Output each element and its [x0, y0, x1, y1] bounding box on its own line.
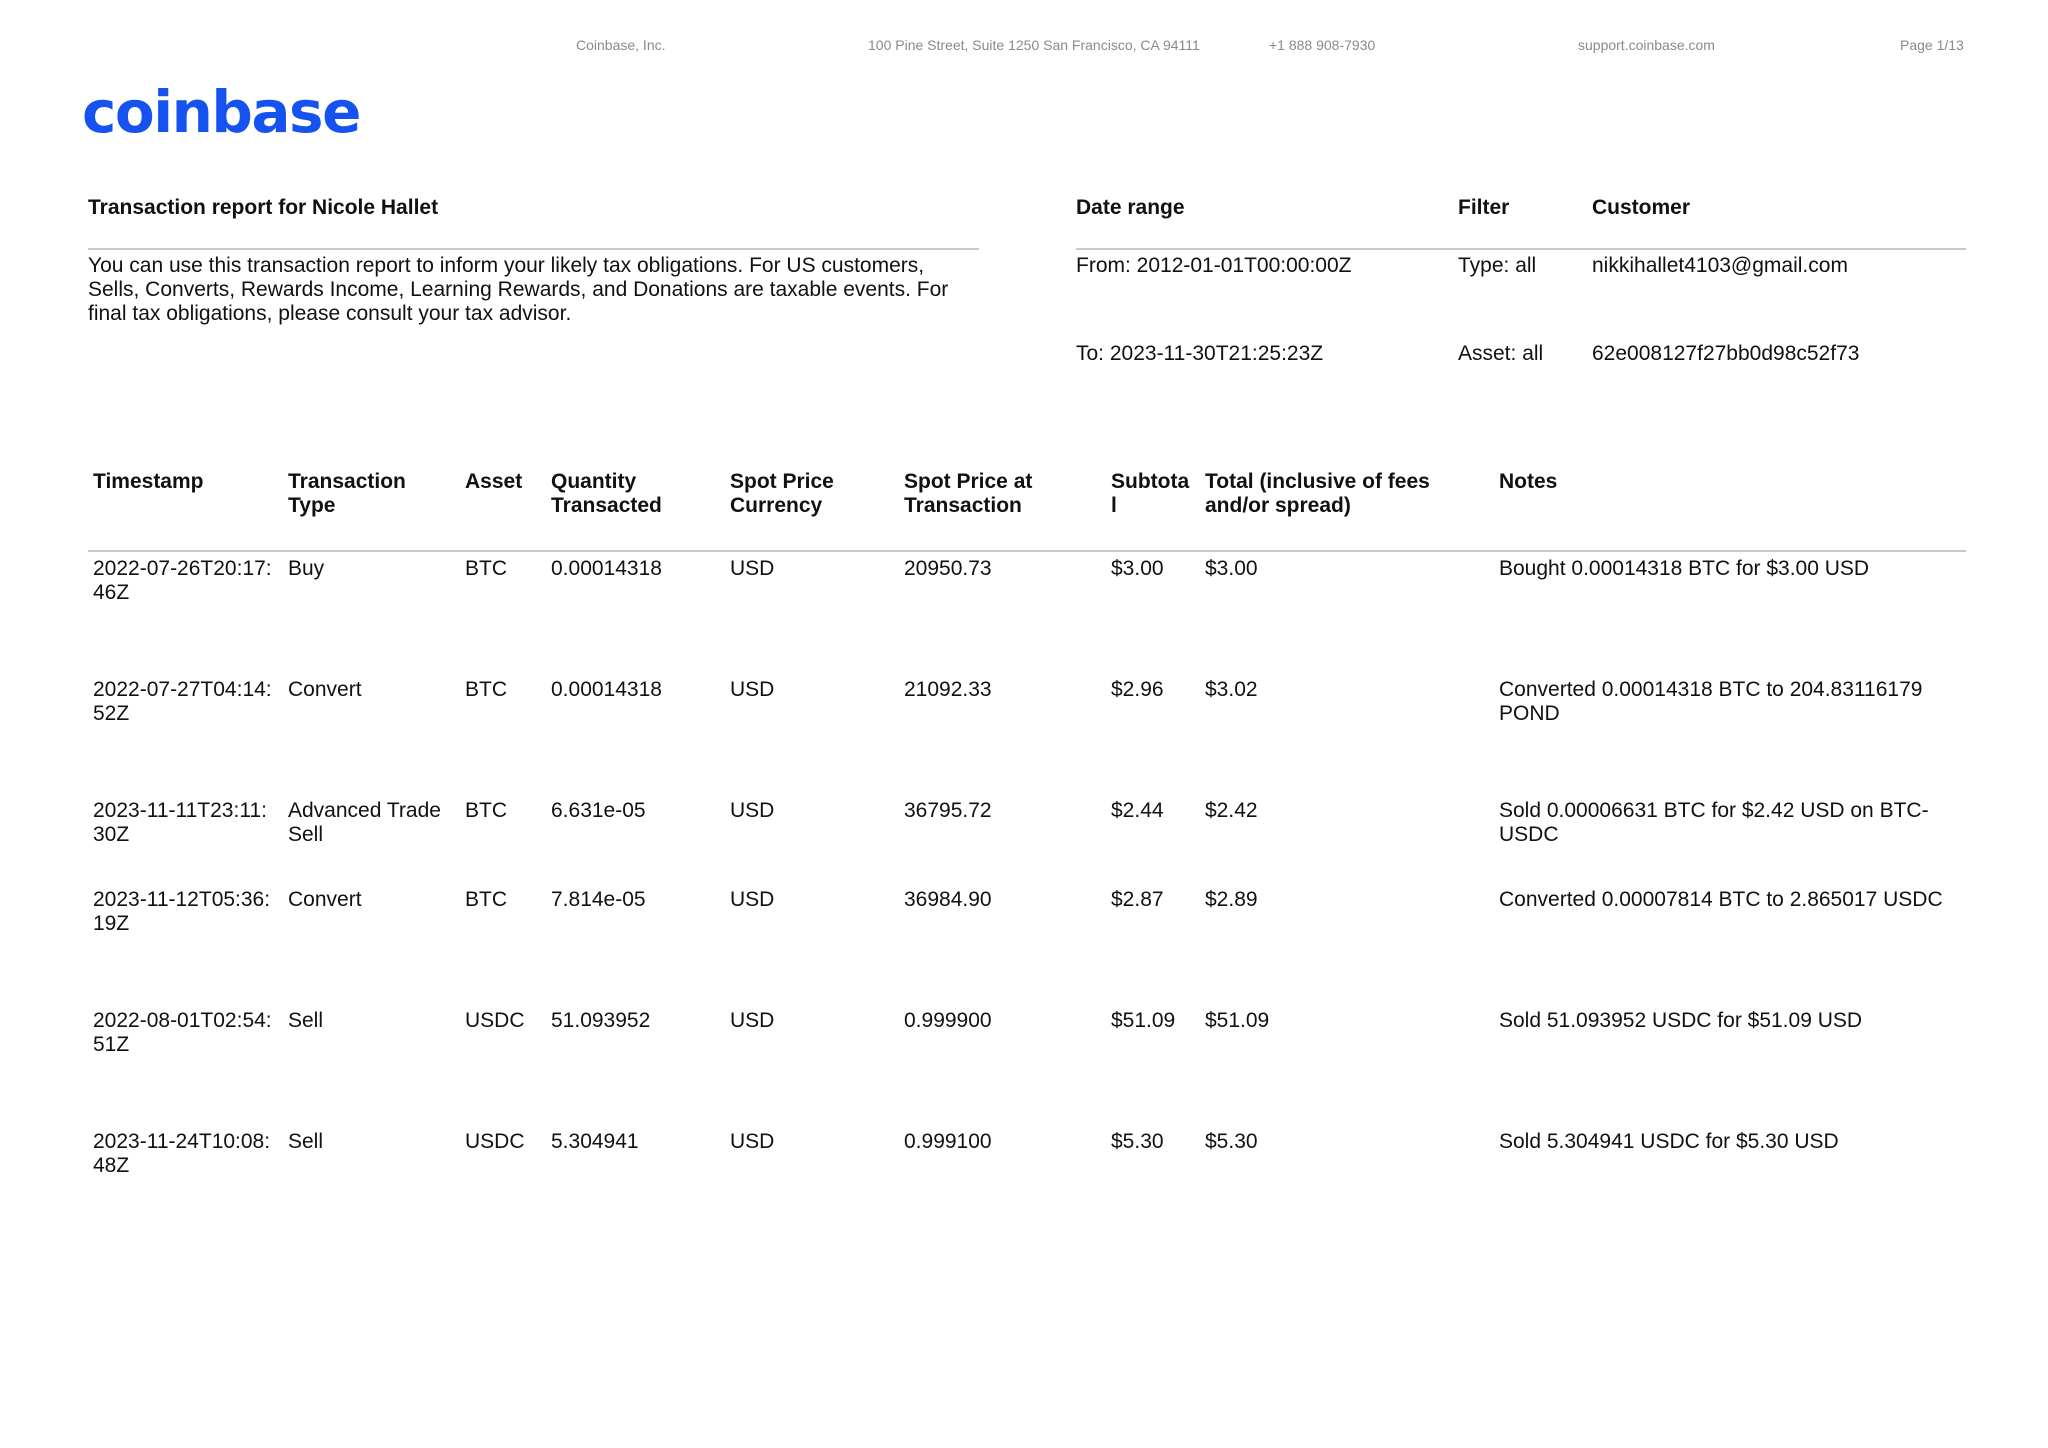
- cell-spot-currency: USD: [730, 799, 775, 822]
- cell-total: $3.02: [1205, 678, 1258, 701]
- cell-spot-currency: USD: [730, 888, 775, 911]
- cell-total: $3.00: [1205, 557, 1258, 580]
- cell-quantity: 0.00014318: [551, 557, 662, 580]
- cell-subtotal: $2.44: [1111, 799, 1164, 822]
- coinbase-logo: coinbase: [82, 78, 360, 146]
- cell-notes: Converted 0.00007814 BTC to 2.865017 USDC: [1499, 888, 1943, 911]
- filter-label: Filter: [1458, 196, 1510, 219]
- cell-transaction-type: Convert: [288, 888, 362, 911]
- cell-quantity: 51.093952: [551, 1009, 651, 1032]
- col-notes: Notes: [1499, 470, 1558, 493]
- cell-notes: Sold 51.093952 USDC for $51.09 USD: [1499, 1009, 1863, 1032]
- cell-asset: BTC: [465, 678, 507, 701]
- customer-email: nikkihallet4103@gmail.com: [1592, 254, 1848, 277]
- cell-notes: Sold 0.00006631 BTC for $2.42 USD on BTC-USDC: [1499, 799, 1929, 846]
- cell-spot-currency: USD: [730, 557, 775, 580]
- cell-transaction-type: Buy: [288, 557, 325, 580]
- customer-id: 62e008127f27bb0d98c52f73: [1592, 342, 1860, 365]
- col-spot-currency: Spot Price Currency: [730, 470, 834, 517]
- col-timestamp: Timestamp: [93, 470, 204, 493]
- col-asset: Asset: [465, 470, 523, 493]
- cell-total: $2.42: [1205, 799, 1258, 822]
- cell-quantity: 6.631e-05: [551, 799, 646, 822]
- cell-spot-price: 21092.33: [904, 678, 992, 701]
- company-address: 100 Pine Street, Suite 1250 San Francisco, CA 94111: [868, 37, 1200, 53]
- cell-timestamp: 2022-07-26T20:17:46Z: [93, 557, 272, 604]
- report-title: Transaction report for Nicole Hallet: [88, 196, 439, 219]
- cell-subtotal: $51.09: [1111, 1009, 1176, 1032]
- col-spot-price: Spot Price at Transaction: [904, 470, 1033, 517]
- cell-transaction-type: Advanced Trade Sell: [288, 799, 441, 846]
- page-number: Page 1/13: [1900, 37, 1964, 53]
- cell-total: $5.30: [1205, 1130, 1258, 1153]
- cell-transaction-type: Convert: [288, 678, 362, 701]
- cell-spot-currency: USD: [730, 1130, 775, 1153]
- cell-asset: USDC: [465, 1130, 525, 1153]
- col-transaction-type: Transaction Type: [288, 470, 406, 517]
- col-subtotal: Subtota l: [1111, 470, 1190, 517]
- customer-label: Customer: [1592, 196, 1691, 219]
- cell-asset: BTC: [465, 557, 507, 580]
- support-link[interactable]: support.coinbase.com: [1578, 37, 1715, 53]
- report-description: You can use this transaction report to inform your likely tax obligations. For US customers, Sells, Converts, Rewards Income, Learning Rewards, and Donations are taxable events. For final tax obligations, please consult your tax advisor.: [88, 254, 949, 325]
- date-from: From: 2012-01-01T00:00:00Z: [1076, 254, 1352, 277]
- cell-timestamp: 2022-08-01T02:54:51Z: [93, 1009, 272, 1056]
- cell-transaction-type: Sell: [288, 1130, 324, 1153]
- meta-divider: [1076, 248, 1966, 250]
- cell-asset: BTC: [465, 799, 507, 822]
- table-header-divider: [88, 550, 1966, 552]
- cell-notes: Sold 5.304941 USDC for $5.30 USD: [1499, 1130, 1839, 1153]
- cell-notes: Converted 0.00014318 BTC to 204.83116179 POND: [1499, 678, 1923, 725]
- cell-spot-price: 0.999900: [904, 1009, 992, 1032]
- cell-spot-currency: USD: [730, 678, 775, 701]
- title-divider: [88, 248, 979, 250]
- filter-asset: Asset: all: [1458, 342, 1544, 365]
- cell-notes: Bought 0.00014318 BTC for $3.00 USD: [1499, 557, 1870, 580]
- company-name: Coinbase, Inc.: [576, 37, 666, 53]
- cell-quantity: 7.814e-05: [551, 888, 646, 911]
- cell-timestamp: 2023-11-11T23:11:30Z: [93, 799, 267, 846]
- cell-spot-price: 0.999100: [904, 1130, 992, 1153]
- col-quantity: Quantity Transacted: [551, 470, 662, 517]
- col-total: Total (inclusive of fees and/or spread): [1205, 470, 1430, 517]
- cell-spot-currency: USD: [730, 1009, 775, 1032]
- cell-timestamp: 2022-07-27T04:14:52Z: [93, 678, 272, 725]
- filter-type: Type: all: [1458, 254, 1537, 277]
- cell-subtotal: $5.30: [1111, 1130, 1164, 1153]
- cell-transaction-type: Sell: [288, 1009, 324, 1032]
- date-range-label: Date range: [1076, 196, 1185, 219]
- cell-subtotal: $3.00: [1111, 557, 1164, 580]
- cell-quantity: 0.00014318: [551, 678, 662, 701]
- cell-quantity: 5.304941: [551, 1130, 639, 1153]
- cell-timestamp: 2023-11-12T05:36:19Z: [93, 888, 271, 935]
- cell-total: $51.09: [1205, 1009, 1270, 1032]
- cell-spot-price: 36795.72: [904, 799, 992, 822]
- cell-asset: BTC: [465, 888, 507, 911]
- company-phone: +1 888 908-7930: [1269, 37, 1376, 53]
- cell-spot-price: 36984.90: [904, 888, 992, 911]
- date-to: To: 2023-11-30T21:25:23Z: [1076, 342, 1324, 365]
- cell-asset: USDC: [465, 1009, 525, 1032]
- cell-timestamp: 2023-11-24T10:08:48Z: [93, 1130, 271, 1177]
- cell-subtotal: $2.96: [1111, 678, 1164, 701]
- cell-spot-price: 20950.73: [904, 557, 992, 580]
- cell-subtotal: $2.87: [1111, 888, 1164, 911]
- cell-total: $2.89: [1205, 888, 1258, 911]
